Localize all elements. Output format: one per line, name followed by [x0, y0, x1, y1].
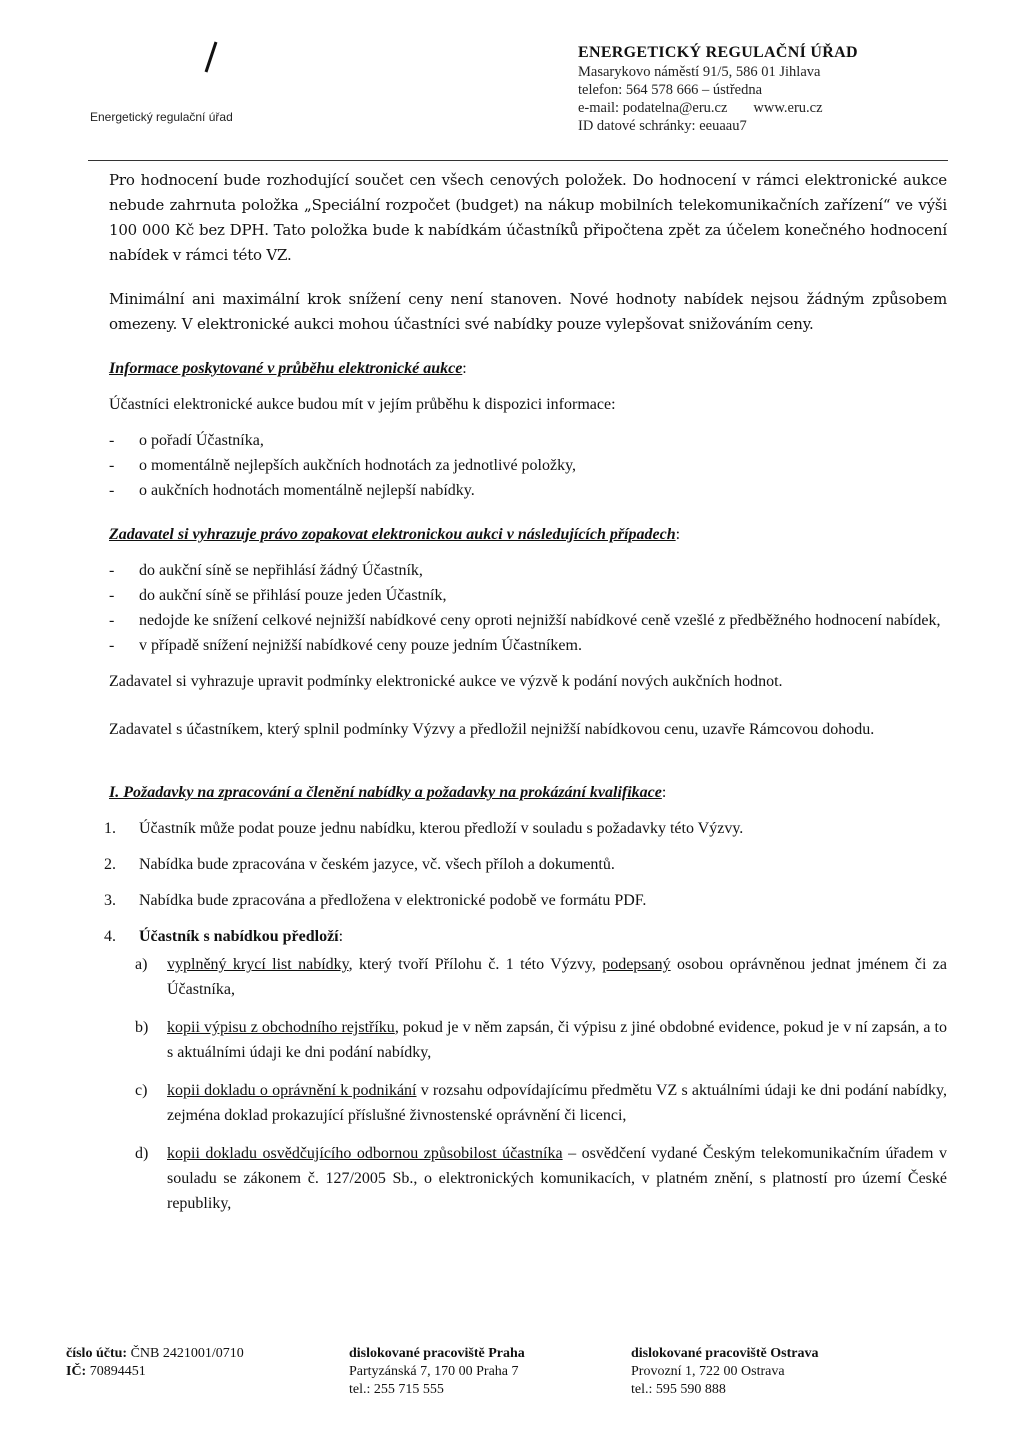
letterhead-contact	[578, 44, 858, 135]
requirements-list	[104, 816, 948, 1216]
conditions-paragraph: Zadavatel si vyhrazuje upravit podmínky elektronické aukce ve výzvě k podání nových aukčních hodnot.	[109, 673, 783, 690]
price-step-paragraph: Minimální ani maximální krok snížení ceny není stanoven. Nové hodnoty nabídek nejsou žádným způsobem omezeny. V elektronické aukci mohou účastníci své nabídky pouze vylepšovat snižováním ceny.	[109, 290, 947, 333]
org-web: www.eru.cz	[753, 100, 823, 116]
org-email: e-mail: podatelna@eru.cz	[578, 100, 728, 116]
auction-info-list	[109, 428, 947, 503]
org-phone: telefon: 564 578 666 – ústředna	[578, 82, 763, 98]
list-item: - nedojde ke snížení celkové nejnižší nabídkové ceny oproti nejnižší nabídkové ceně vzešlé z předběžného hodnocení nabídek,	[109, 612, 941, 629]
sub-item-c: c) kopii dokladu o oprávnění k podnikání v rozsahu odpovídajícímu předmětu VZ s aktuálními údaji ke dni podání nabídky, zejména doklad prokazující příslušné živnostenské oprávnění či licenci,	[135, 1082, 948, 1124]
list-item: - o pořadí Účastníka,	[109, 432, 264, 449]
list-item: 4. Účastník s nabídkou předloží:	[104, 928, 344, 945]
list-item: - o momentálně nejlepších aukčních hodnotách za jednotlivé položky,	[109, 457, 577, 474]
list-item: 2. Nabídka bude zpracována v českém jazyce, vč. všech příloh a dokumentů.	[104, 856, 615, 873]
auction-info-intro: Účastníci elektronické aukce budou mít v jejím průběhu k dispozici informace:	[109, 396, 616, 413]
evaluation-paragraph: Pro hodnocení bude rozhodující součet cen všech cenových položek. Do hodnocení v rámci elektronické aukce nebude zahrnuta položka „Speciální rozpočet (budget) na nákup mobilních telekomunikačních zařízení“ ve výši 100 000 Kč bez DPH. Tato položka bude k nabídkám účastníků připočtena zpět za účelem konečného hodnocení nabídek v rámci této VZ.	[109, 171, 947, 264]
footer-ostrava-office: dislokované pracoviště Ostrava Provozní 1, 722 00 Ostrava tel.: 595 590 888	[631, 1346, 819, 1397]
org-databox: ID datové schránky: eeuaau7	[578, 118, 747, 134]
org-short-name: Energetický regulační úřad	[90, 110, 233, 124]
list-item: 1. Účastník může podat pouze jednu nabídku, kterou předloží v souladu s požadavky této Výzvy.	[104, 820, 744, 837]
footer-bank-info: číslo účtu: ČNB 2421001/0710 IČ: 70894451	[66, 1346, 244, 1379]
framework-agreement-paragraph: Zadavatel s účastníkem, který splnil podmínky Výzvy a předložil nejnižší nabídkovou cenu, uzavře Rámcovou dohodu.	[109, 721, 875, 738]
footer-prague-office: dislokované pracoviště Praha Partyzánská 7, 170 00 Praha 7 tel.: 255 715 555	[349, 1346, 525, 1397]
sub-item-a: a) vyplněný krycí list nabídky, který tvoří Přílohu č. 1 této Výzvy, podepsaný osobou oprávněnou jednat jménem či za Účastníka,	[135, 956, 947, 998]
sub-item-d: d) kopii dokladu osvědčujícího odbornou způsobilost účastníka – osvědčení vydané Českým telekomunikačním úřadem v souladu se zákonem č. 127/2005 Sb., o elektronických komunikacích, v platném znění, s platností pro území České republiky,	[135, 1145, 947, 1212]
org-email-web-line	[578, 99, 858, 117]
header-divider	[88, 160, 948, 161]
list-item: - v případě snížení nejnižší nabídkové ceny pouze jedním Účastníkem.	[109, 637, 582, 654]
list-item: - do aukční síně se nepřihlásí žádný Účastník,	[109, 562, 423, 579]
org-address: Masarykovo náměstí 91/5, 586 01 Jihlava	[578, 64, 821, 80]
list-item: - o aukčních hodnotách momentálně nejlepší nabídky.	[109, 482, 475, 499]
eru-logo-icon	[203, 40, 219, 74]
document-body	[104, 168, 948, 1216]
sub-item-b: b) kopii výpisu z obchodního rejstříku, pokud je v něm zapsán, či výpisu z jiné obdobné evidence, pokud je v ní zapsán, a to s aktuálními údaji ke dni podání nabídky,	[135, 1019, 948, 1061]
org-name: ENERGETICKÝ REGULAČNÍ ÚŘAD	[578, 44, 858, 61]
list-item: 3. Nabídka bude zpracována a předložena v elektronické podobě ve formátu PDF.	[104, 892, 647, 909]
section-one-heading: I. Požadavky na zpracování a členění nabídky a požadavky na prokázání kvalifikace:	[109, 784, 667, 801]
repeat-auction-list	[109, 558, 947, 658]
auction-info-heading: Informace poskytované v průběhu elektronické aukce:	[109, 360, 467, 377]
repeat-auction-heading: Zadavatel si vyhrazuje právo zopakovat elektronickou aukci v následujících případech:	[109, 526, 681, 543]
list-item: - do aukční síně se přihlásí pouze jeden Účastník,	[109, 587, 447, 604]
